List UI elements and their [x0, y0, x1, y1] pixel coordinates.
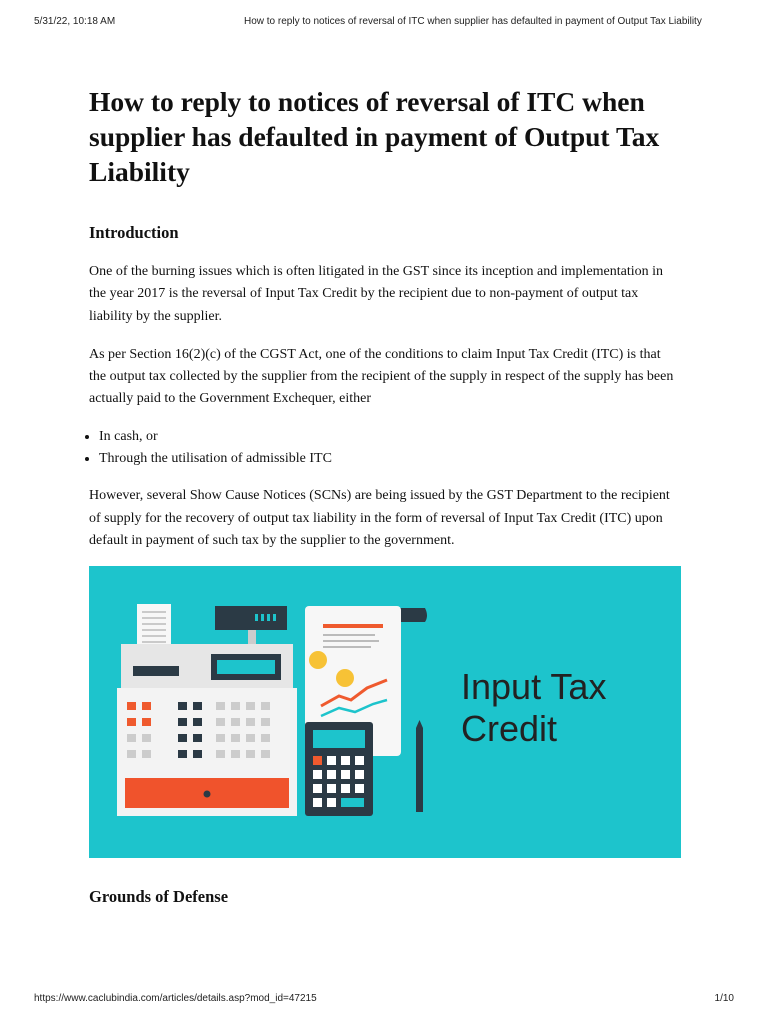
print-header	[34, 16, 734, 30]
article	[89, 84, 681, 552]
banner-caption	[461, 666, 606, 750]
list-item: • In cash, or	[99, 426, 681, 448]
page-url: https://www.caclubindia.com/articles/details.asp?mod_id=47215	[34, 993, 317, 1004]
print-document-title: How to reply to notices of reversal of ITC when supplier has defaulted in payment of Output Tax Liability	[244, 16, 702, 27]
pen-icon	[416, 720, 423, 812]
list-item: • Through the utilisation of admissible ITC	[99, 448, 681, 470]
intro-paragraph-1: One of the burning issues which is often litigated in the GST since its inception and implementation in the year 2017 is the reversal of Input Tax Credit by the recipient due to non-payment of output tax liability by the supplier.	[89, 264, 664, 324]
introduction-heading: Introduction	[89, 223, 179, 242]
page-number: 1/10	[714, 993, 734, 1004]
print-datetime: 5/31/22, 10:18 AM	[34, 16, 116, 27]
input-tax-credit-banner	[89, 566, 681, 858]
intro-paragraph-2: As per Section 16(2)(c) of the CGST Act, one of the conditions to claim Input Tax Credit (ITC) is that the output tax collected by the supplier from the recipient of the supply in respect of the supply has been actually paid to the Government Exchequer, either	[89, 346, 674, 407]
print-footer	[34, 993, 734, 1007]
banner-line-1: Input Tax	[461, 666, 607, 707]
article-title: How to reply to notices of reversal of ITC when supplier has defaulted in payment of Output Tax Liability	[89, 86, 660, 187]
payment-method-list	[89, 426, 681, 471]
intro-paragraph-3: However, several Show Cause Notices (SCNs) are being issued by the GST Department to the recipient of supply for the recovery of output tax liability in the form of reversal of Input Tax Credit (ITC) upon default in payment of such tax by the supplier to the government.	[89, 488, 670, 548]
calculator-icon	[305, 722, 373, 816]
grounds-of-defense-heading: Grounds of Defense	[89, 887, 229, 906]
banner-line-2: Credit	[461, 708, 558, 749]
